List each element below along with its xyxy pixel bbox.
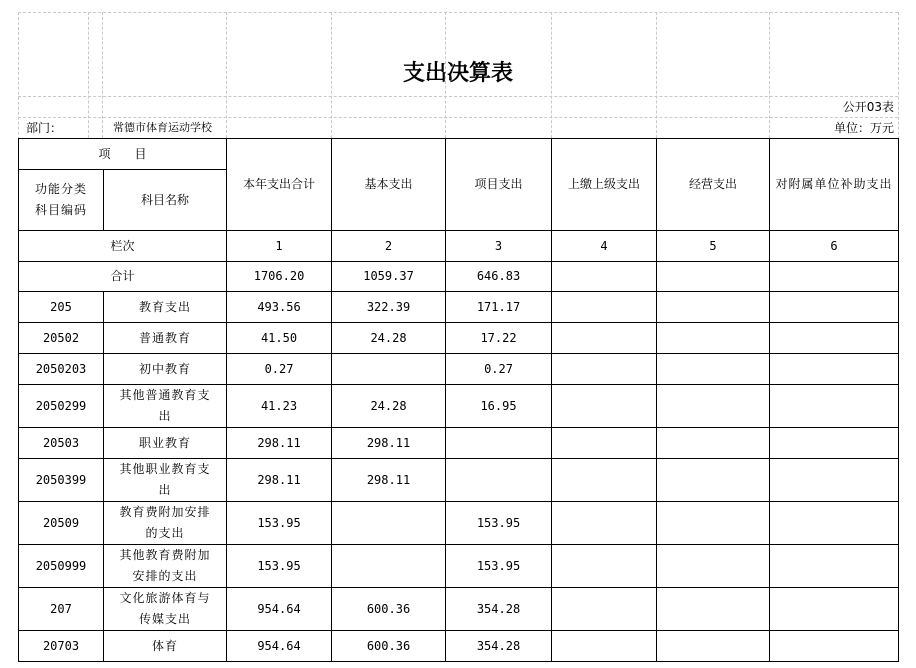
amount-cell (552, 588, 657, 631)
amount-cell: 24.28 (332, 385, 446, 428)
amount-cell: 0.27 (227, 354, 332, 385)
amount-cell (770, 588, 899, 631)
column-number: 4 (552, 231, 657, 262)
amount-cell (770, 545, 899, 588)
table-row (19, 588, 899, 631)
amount-cell: 0.27 (446, 354, 552, 385)
header-item-group: 项 目 (19, 139, 227, 170)
amount-cell: 493.56 (227, 292, 332, 323)
subject-code: 2050999 (19, 545, 104, 588)
amount-cell (657, 459, 770, 502)
amount-cell (657, 502, 770, 545)
subject-name: 其他普通教育支出 (104, 385, 227, 428)
amount-cell (770, 428, 899, 459)
amount-cell: 298.11 (332, 459, 446, 502)
subject-code: 20509 (19, 502, 104, 545)
amount-cell (770, 459, 899, 502)
header-code: 功能分类科目编码 (19, 170, 104, 231)
amount-cell: 354.28 (446, 588, 552, 631)
amount-cell: 41.50 (227, 323, 332, 354)
amount-cell (770, 354, 899, 385)
amount-cell: 153.95 (227, 545, 332, 588)
grid-line (18, 12, 898, 13)
amount-cell: 153.95 (446, 502, 552, 545)
amount-cell: 954.64 (227, 631, 332, 662)
table-row (19, 292, 899, 323)
header-upper: 上缴上级支出 (552, 139, 657, 231)
subject-name: 其他教育费附加安排的支出 (104, 545, 227, 588)
expenditure-table (18, 138, 899, 662)
department-name: 常德市体育运动学校 (113, 121, 212, 134)
amount-cell: 41.23 (227, 385, 332, 428)
column-number: 1 (227, 231, 332, 262)
total-value (770, 262, 899, 292)
subject-name: 文化旅游体育与传媒支出 (104, 588, 227, 631)
amount-cell (770, 323, 899, 354)
subject-name: 教育支出 (104, 292, 227, 323)
table-row (19, 354, 899, 385)
column-number: 2 (332, 231, 446, 262)
amount-cell (657, 631, 770, 662)
header-basic: 基本支出 (332, 139, 446, 231)
amount-cell (446, 459, 552, 502)
amount-cell (552, 385, 657, 428)
subject-code: 2050399 (19, 459, 104, 502)
amount-cell: 171.17 (446, 292, 552, 323)
amount-cell: 600.36 (332, 588, 446, 631)
subject-name: 普通教育 (104, 323, 227, 354)
amount-cell (446, 428, 552, 459)
amount-cell (657, 428, 770, 459)
subject-name: 初中教育 (104, 354, 227, 385)
amount-cell (552, 631, 657, 662)
subject-code: 20503 (19, 428, 104, 459)
total-value: 646.83 (446, 262, 552, 292)
amount-cell (657, 588, 770, 631)
column-number: 5 (657, 231, 770, 262)
column-number-row (19, 231, 899, 262)
amount-cell (657, 354, 770, 385)
amount-cell: 600.36 (332, 631, 446, 662)
amount-cell: 153.95 (446, 545, 552, 588)
total-value: 1059.37 (332, 262, 446, 292)
total-row-label: 合计 (19, 262, 227, 292)
subject-name: 教育费附加安排的支出 (104, 502, 227, 545)
department-label: 部门： (26, 121, 63, 135)
amount-cell: 298.11 (227, 428, 332, 459)
subject-code: 205 (19, 292, 104, 323)
table-number: 公开03表 (842, 100, 894, 114)
amount-cell (552, 292, 657, 323)
amount-cell (657, 385, 770, 428)
amount-cell (770, 631, 899, 662)
amount-cell: 24.28 (332, 323, 446, 354)
subject-code: 207 (19, 588, 104, 631)
amount-cell (332, 545, 446, 588)
page-title: 支出决算表 (402, 60, 513, 86)
amount-cell (552, 545, 657, 588)
subject-name: 其他职业教育支出 (104, 459, 227, 502)
amount-cell (770, 292, 899, 323)
subject-name: 体育 (104, 631, 227, 662)
subject-code: 2050203 (19, 354, 104, 385)
header-project: 项目支出 (446, 139, 552, 231)
table-row (19, 545, 899, 588)
total-row (19, 262, 899, 292)
amount-cell (657, 545, 770, 588)
header-business: 经营支出 (657, 139, 770, 231)
column-number: 6 (770, 231, 899, 262)
amount-cell: 153.95 (227, 502, 332, 545)
amount-cell (552, 354, 657, 385)
table-row (19, 323, 899, 354)
table-row (19, 502, 899, 545)
amount-cell (552, 323, 657, 354)
header-name: 科目名称 (104, 170, 227, 231)
table-row (19, 428, 899, 459)
amount-cell (552, 428, 657, 459)
subject-code: 2050299 (19, 385, 104, 428)
column-number: 3 (446, 231, 552, 262)
amount-cell (552, 502, 657, 545)
amount-cell (657, 292, 770, 323)
header-total: 本年支出合计 (227, 139, 332, 231)
amount-cell (657, 323, 770, 354)
total-value (552, 262, 657, 292)
table-row (19, 385, 899, 428)
amount-cell: 298.11 (332, 428, 446, 459)
unit-label: 单位：万元 (833, 121, 894, 135)
amount-cell: 354.28 (446, 631, 552, 662)
subject-code: 20703 (19, 631, 104, 662)
table-row (19, 459, 899, 502)
amount-cell: 17.22 (446, 323, 552, 354)
amount-cell: 298.11 (227, 459, 332, 502)
header-subsidy: 对附属单位补助支出 (770, 139, 899, 231)
table-row (19, 631, 899, 662)
amount-cell (770, 502, 899, 545)
amount-cell (332, 354, 446, 385)
total-value (657, 262, 770, 292)
subject-code: 20502 (19, 323, 104, 354)
amount-cell: 16.95 (446, 385, 552, 428)
amount-cell (332, 502, 446, 545)
amount-cell: 322.39 (332, 292, 446, 323)
total-value: 1706.20 (227, 262, 332, 292)
amount-cell (552, 459, 657, 502)
subject-name: 职业教育 (104, 428, 227, 459)
column-row-label: 栏次 (19, 231, 227, 262)
amount-cell: 954.64 (227, 588, 332, 631)
amount-cell (770, 385, 899, 428)
grid-line (18, 96, 898, 97)
